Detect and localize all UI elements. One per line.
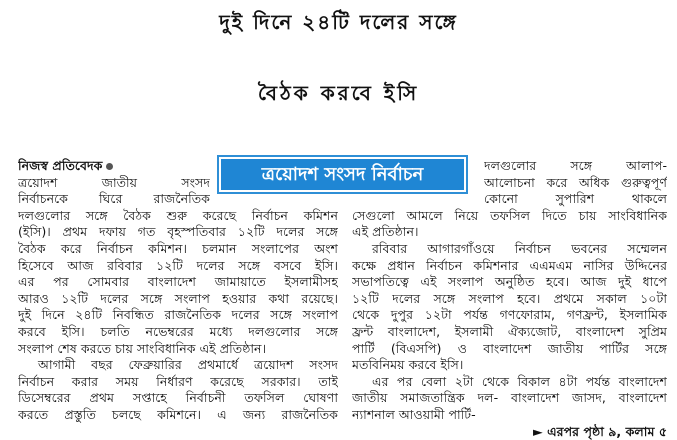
text-line: থেকে দুপুর ১২টা পর্যন্ত গণফোরাম, গণফ্রন্ট, ইসলামিক — [352, 307, 667, 324]
text-line: জাতীয় সমাজতান্ত্রিক দল- বাংলাদেশ জাসদ, বাংলাদেশ — [352, 390, 667, 407]
text-line: ত্রয়োদশ জাতীয় সংসদ — [18, 175, 210, 192]
text-line: নির্বাচনকে ঘিরে রাজনৈতিক — [18, 191, 210, 208]
text-line: দলগুলোর সঙ্গে বৈঠক শুরু করেছে নির্বাচন কমিশন — [18, 208, 338, 225]
text-line: এই প্রতিষ্ঠান। — [352, 224, 667, 241]
text-line: আরও ১২টি দলের সঙ্গে সংলাপ হওয়ার কথা রয়েছে। — [18, 291, 338, 308]
text-line: কক্ষে প্রধান নির্বাচন কমিশনার এএমএম নাসির উদ্দিনের — [352, 258, 667, 275]
text-line: বৈঠক করে নির্বাচন কমিশন। চলমান সংলাপের অংশ — [18, 241, 338, 258]
text-line: সভাপতিত্বে এই সংলাপ অনুষ্ঠিত হবে। আজ দুই ধাপে — [352, 274, 667, 291]
byline: নিজস্ব প্রতিবেদক — [18, 158, 102, 173]
text-line: এর পর বেলা ২টা থেকে বিকাল ৪টা পর্যন্ত বাংলাদেশ — [352, 374, 667, 391]
byline-row — [18, 158, 218, 175]
text-line: আগামী বছর ফেব্রুয়ারির প্রথমার্ধে ত্রয়োদশ সংসদ — [18, 357, 338, 374]
text-line: কোনো সুপারিশ থাকলে — [484, 191, 667, 208]
text-line: পার্টি (বিএসপি) ও বাংলাদেশ জাতীয় পার্টির সঙ্গে — [352, 341, 667, 358]
text-line: এর পর সোমবার বাংলাদেশ জামায়াতে ইসলামীসহ — [18, 274, 338, 291]
text-line: ১২টি দলের সঙ্গে সংলাপ হবে। প্রথমে সকাল ১০টা — [352, 291, 667, 308]
continued-link[interactable]: ► এরপর পৃষ্ঠা ৯, কলাম ৫ — [352, 424, 667, 440]
text-line: রবিবার আগারগাঁওয়ে নির্বাচন ভবনের সম্মেলন — [352, 241, 667, 258]
text-line: মতবিনিময় করবে ইসি। — [352, 357, 667, 374]
text-line: ডিসেম্বরের প্রথম সপ্তাহে নির্বাচনী তফসিল ঘোষণা — [18, 390, 338, 407]
text-line: করতে প্রস্তুতি চলছে কমিশনে। এ জন্য রাজনৈতিক — [18, 407, 338, 424]
section-banner-label: ত্রয়োদশ সংসদ নির্বাচন — [221, 159, 464, 190]
bullet-icon — [106, 163, 113, 170]
text-line: করবে ইসি। চলতি নভেম্বরের মধ্যে দলগুলোর সঙ্গে — [18, 324, 338, 341]
headline-line-2: বৈঠক করবে ইসি — [0, 83, 677, 103]
text-line: ফ্রন্ট বাংলাদেশ, ইসলামী ঐক্যজোট, বাংলাদেশ সুপ্রিম — [352, 324, 667, 341]
text-line: নির্বাচন করার সময় নির্ধারণ করেছে সরকার। তাই — [18, 374, 338, 391]
text-line: (ইসি)। প্রথম দফায় গত বৃহস্পতিবার ১২টি দলের সঙ্গে — [18, 224, 338, 241]
text-line: সংলাপ শেষ করতে চায় সাংবিধানিক এই প্রতিষ্ঠান। — [18, 341, 338, 358]
text-line: হিসেবে আজ রবিবার ১২টি দলের সঙ্গে বসবে ইসি। — [18, 258, 338, 275]
text-line: দলগুলোর সঙ্গে আলাপ- — [484, 158, 667, 175]
article-column-left — [18, 158, 338, 424]
article-column-right — [352, 158, 667, 440]
text-line: সেগুলো আমলে নিয়ে তফসিল দিতে চায় সাংবিধানিক — [352, 208, 667, 225]
text-line: ন্যাশনাল আওয়ামী পার্টি- — [352, 407, 667, 424]
text-line: আলোচনা করে অধিক গুরুত্বপূর্ণ — [484, 175, 667, 192]
headline-line-1: দুই দিনে ২৪টি দলের সঙ্গে — [0, 12, 677, 32]
text-line: দুই দিনে ২৪টি নিবন্ধিত রাজনৈতিক দলের সঙ্গে সংলাপ — [18, 307, 338, 324]
